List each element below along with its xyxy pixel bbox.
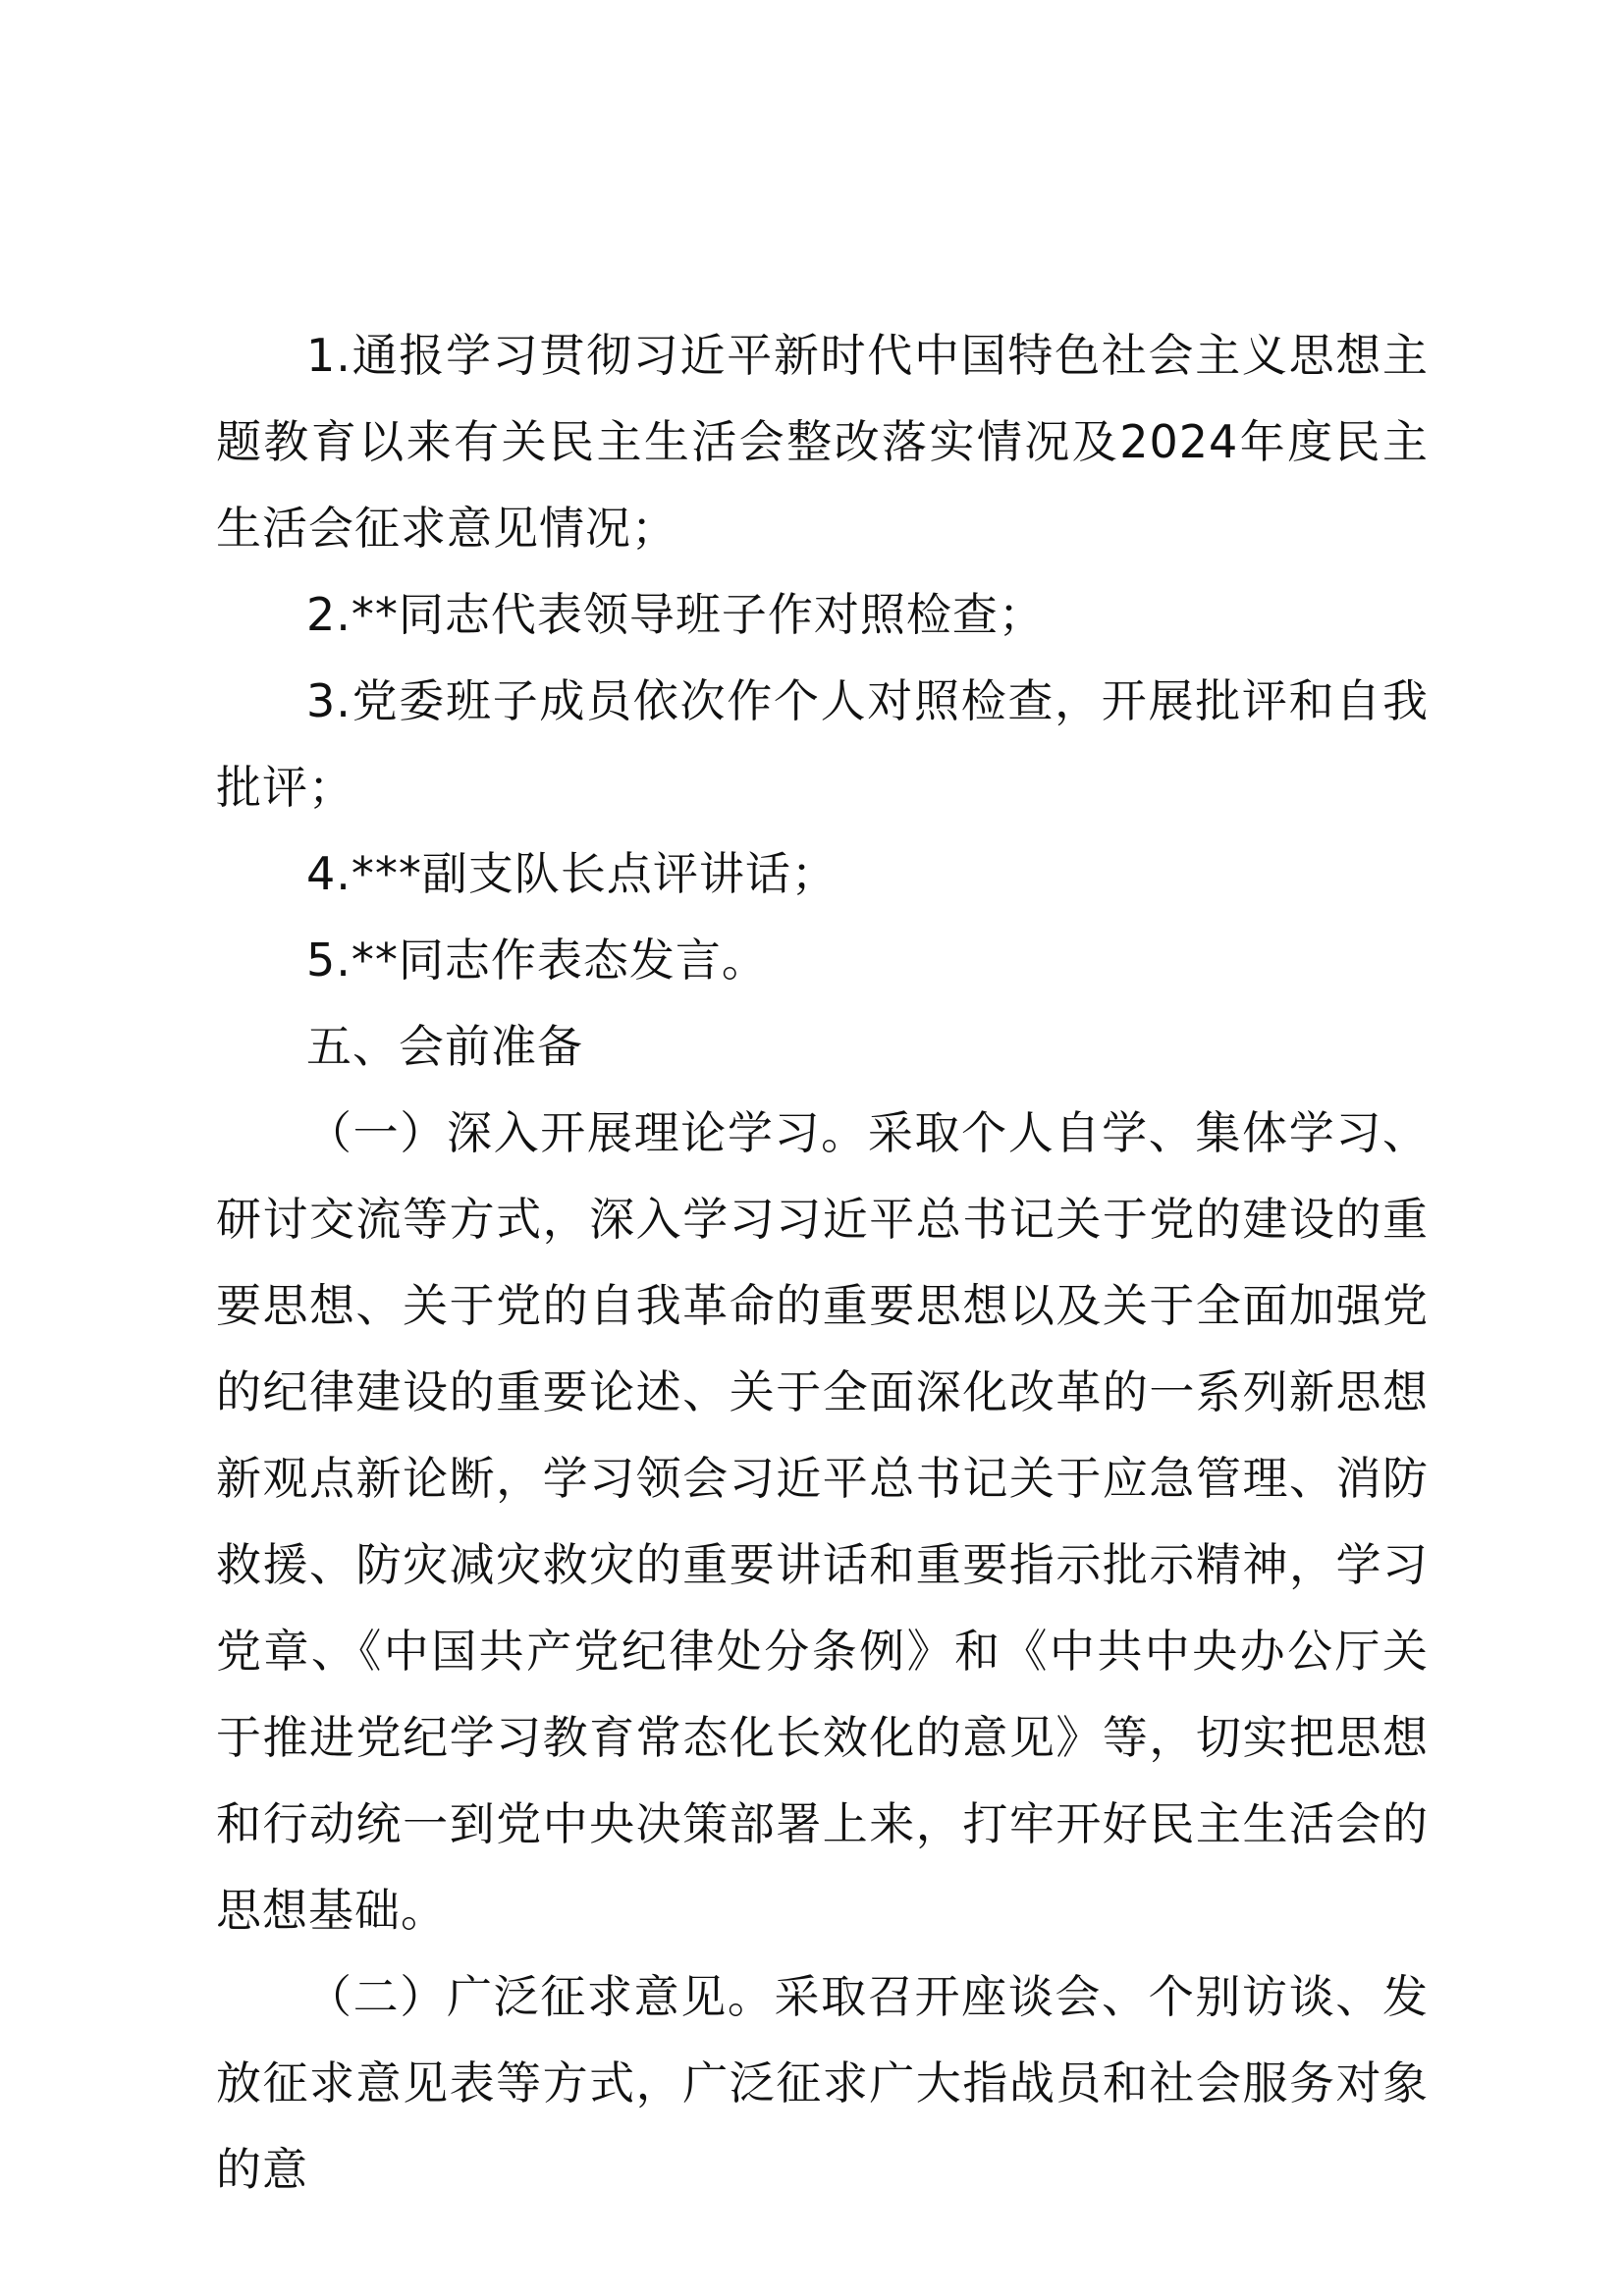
agenda-item-5: 5.**同志作表态发言。 — [306, 934, 768, 987]
section-heading: 五、会前准备 — [306, 1020, 583, 1073]
agenda-item-3: 3.党委班子成员依次作个人对照检查，开展批评和自我批评； — [216, 674, 1429, 814]
agenda-item-2: 2.**同志代表领导班子作对照检查； — [306, 588, 1045, 641]
preparation-item-1: （一）深入开展理论学习。采取个人自学、集体学习、研讨交流等方式，深入学习习近平总书记关于党的建设的重要思想、关于党的自我革命的重要思想以及关于全面加强党的纪律建设的重要论述、关于全面深化改革的一系列新思想新观点新论断，学习领会习近平总书记关于应急管理、消防救援、防灾减灾救灾的重要讲话和重要指示批示精神，学习党章、《中国共产党纪律处分条例》和《中共中央办公厅关于推进党纪学习教育常态化长效化的意见》等，切实把思想和行动统一到党中央决策部署上来，打牢开好民主生活会的思想基础。 — [216, 1106, 1429, 1937]
agenda-item-1: 1.通报学习贯彻习近平新时代中国特色社会主义思想主题教育以来有关民主生活会整改落实情况及2024年度民主生活会征求意见情况； — [216, 329, 1429, 555]
preparation-item-2: （二）广泛征求意见。采取召开座谈会、个别访谈、发放征求意见表等方式，广泛征求广大指战员和社会服务对象的意 — [216, 1970, 1429, 2196]
document-body — [216, 312, 1429, 2213]
agenda-item-4: 4.***副支队长点评讲话； — [306, 847, 838, 900]
